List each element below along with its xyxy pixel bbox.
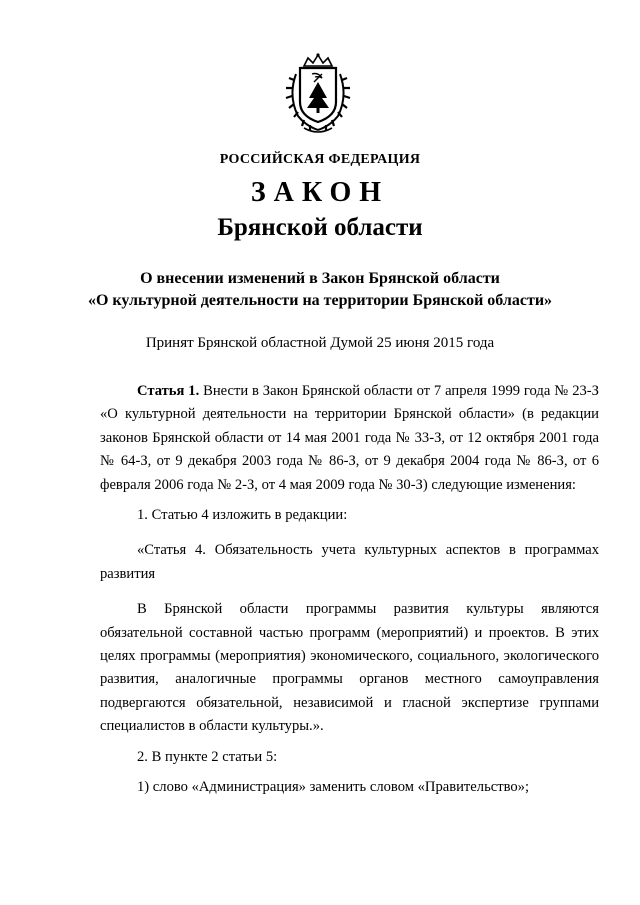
country-name: РОССИЙСКАЯ ФЕДЕРАЦИЯ [219,152,421,167]
document-type: ЗАКОН [250,177,390,208]
law-title-line-1: О внесении изменений в Закон Брянской области [140,270,500,287]
item-2: 2. В пункте 2 статьи 5: [137,748,278,765]
item-2-1: 1) слово «Администрация» заменить словом «Правительство»; [137,779,530,796]
law-title [0,268,640,312]
region-name: Брянской области [217,214,423,241]
article-1-text: Внести в Закон Брянской области от 7 апреля 1999 года № 23-З «О культурной деятельности на территории Брянской области» (в редакции законов Брянской области от 14 мая 2001 года № 33-З, от 12 октября 2001 года № 64-З, от 9 декабря 2003 года № 86-З, от 9 декабря 2004 года № 86-З, от 6 февраля 2006 года № 2-З, от 4 мая 2009 года № 30-З) следующие изменения: [100,383,599,493]
adoption-note: Принят Брянской областной Думой 25 июня 2015 года [145,335,495,351]
quote-heading: «Статья 4. Обязательность учета культурных аспектов в программах развития [100,542,599,582]
article-1 [100,380,599,497]
law-title-line-2: «О культурной деятельности на территории Брянской области» [87,292,553,309]
article-1-label: Статья 1. [137,383,200,399]
coat-of-arms-icon [282,52,354,136]
item-1: 1. Статью 4 изложить в редакции: [137,507,348,524]
law-body [100,380,599,800]
quote-body: В Брянской области программы развития культуры являются обязательной составной частью программ (мероприятий) и проектов. В этих целях программы (мероприятия) экономического, социального, экологического развития, аналогичные программы органов местного самоуправления подвергаются обязательной, независимой и гласной экспертизе группами специалистов в области культуры.». [100,601,599,735]
